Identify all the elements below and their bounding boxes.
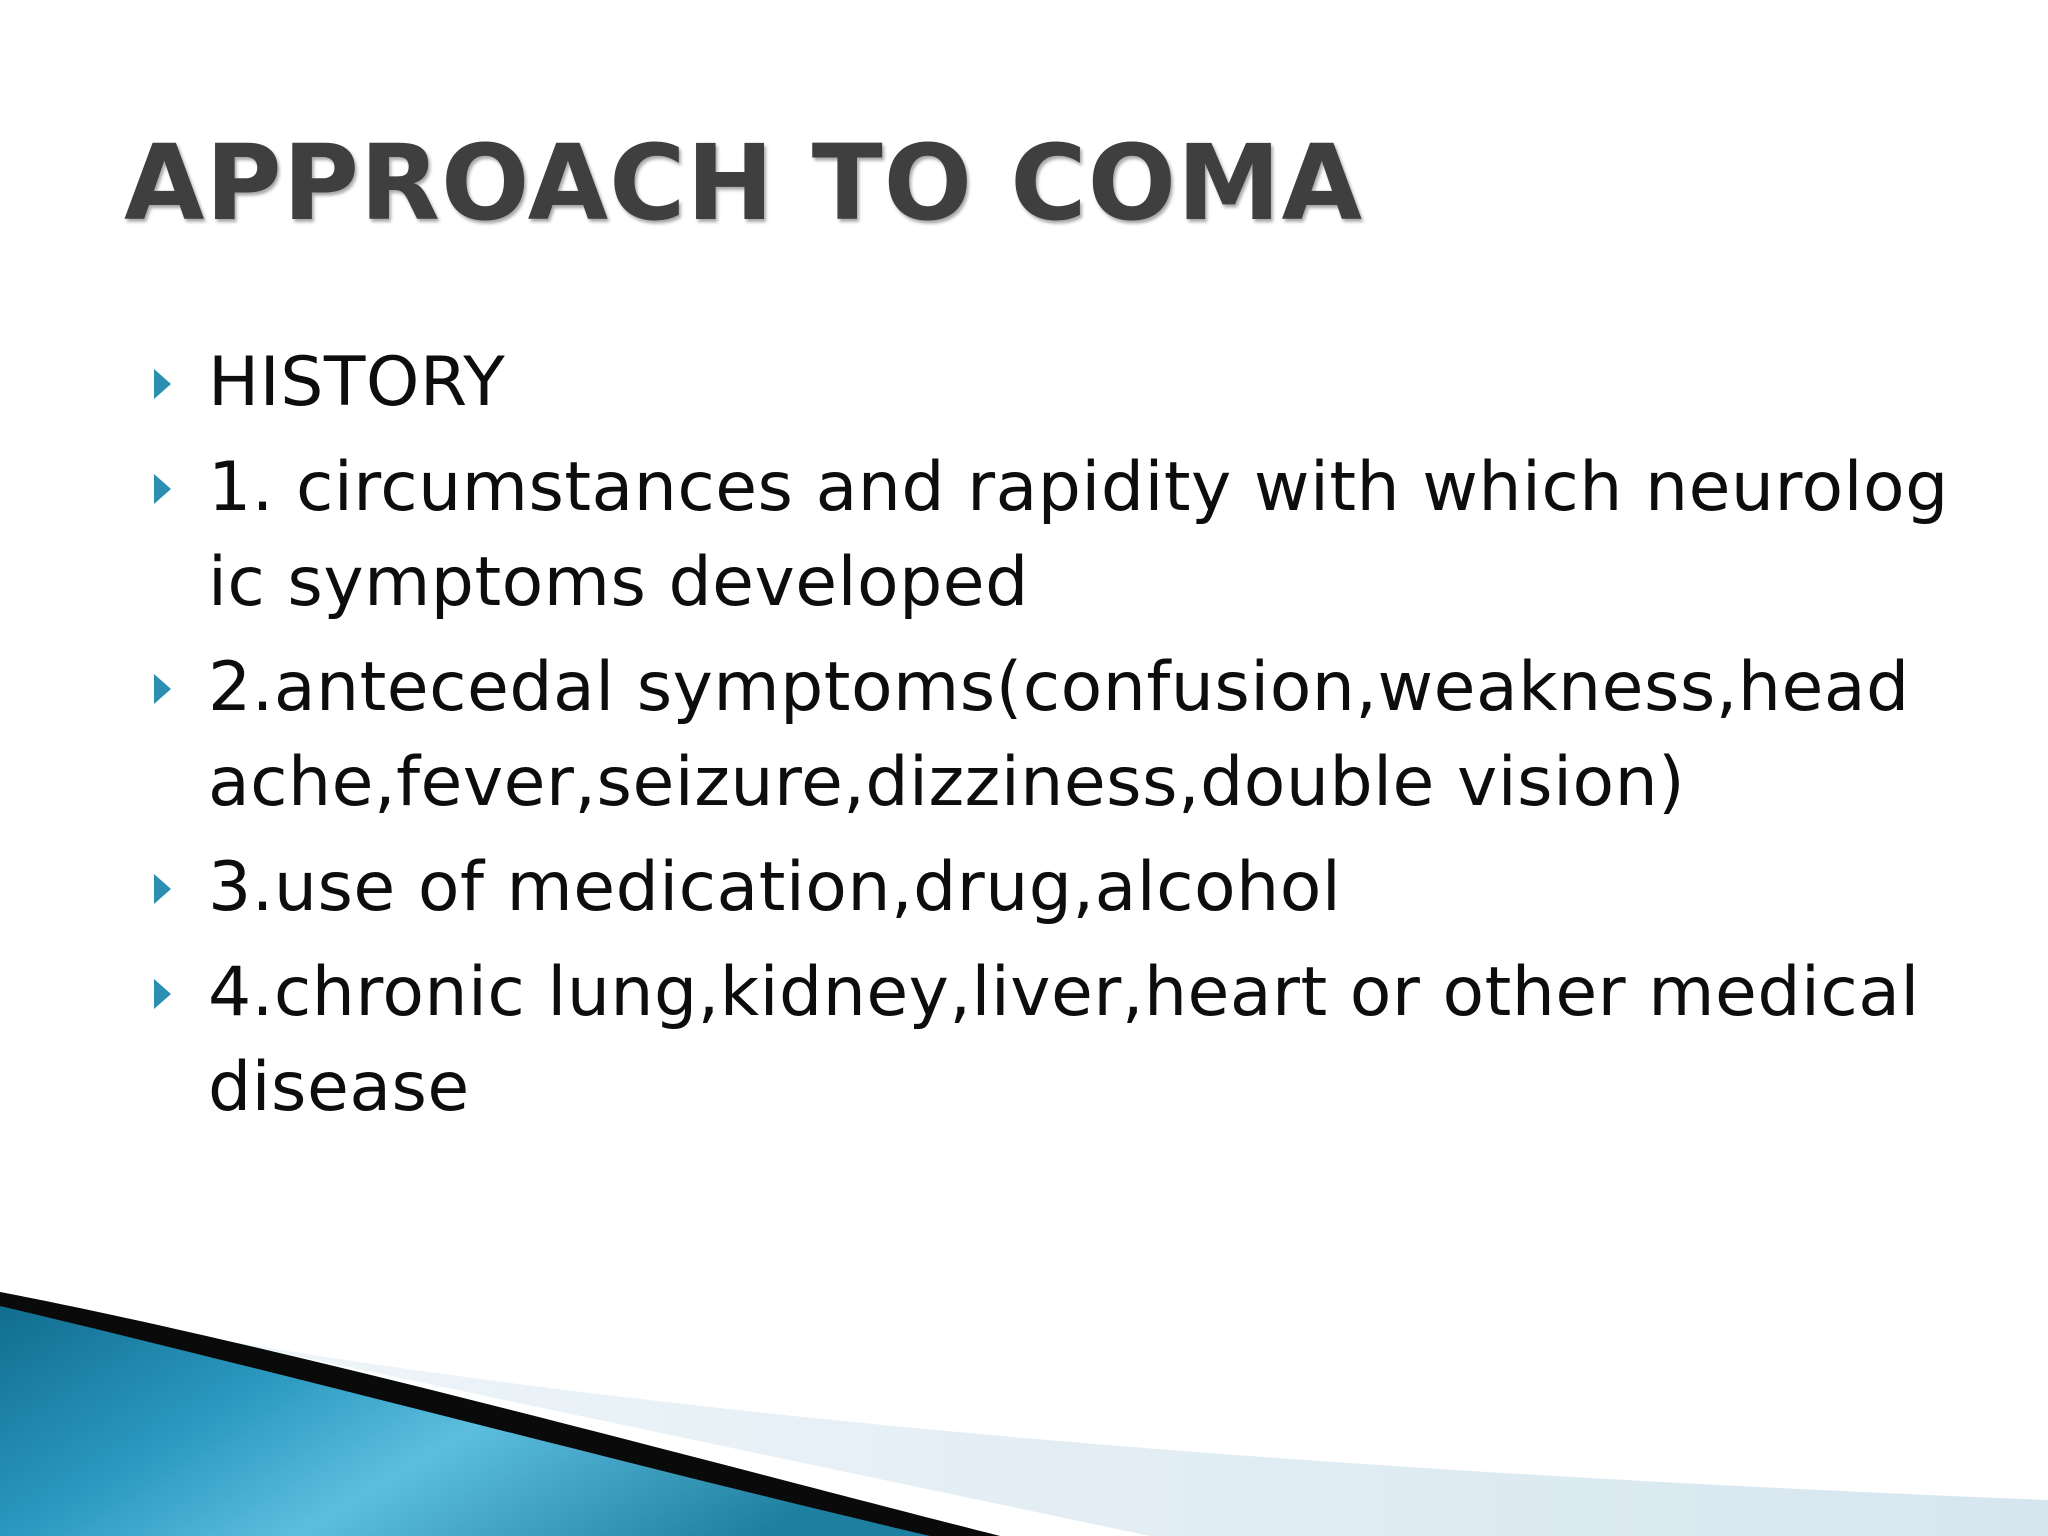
bullet-text: HISTORY [208,343,506,422]
bullet-text: 1. circumstances and rapidity with which neurologic symptoms developed [208,448,1949,622]
bullet-text: 4.chronic lung,kidney,liver,heart or other medical disease [208,953,1920,1127]
slide-title: APPROACH TO COMA [124,122,1363,244]
bullet-text: 2.antecedal symptoms(confusion,weakness,headache,fever,seizure,dizziness,double vision) [208,648,1910,822]
bullet-text: 3.use of medication,drug,alcohol [208,848,1342,927]
